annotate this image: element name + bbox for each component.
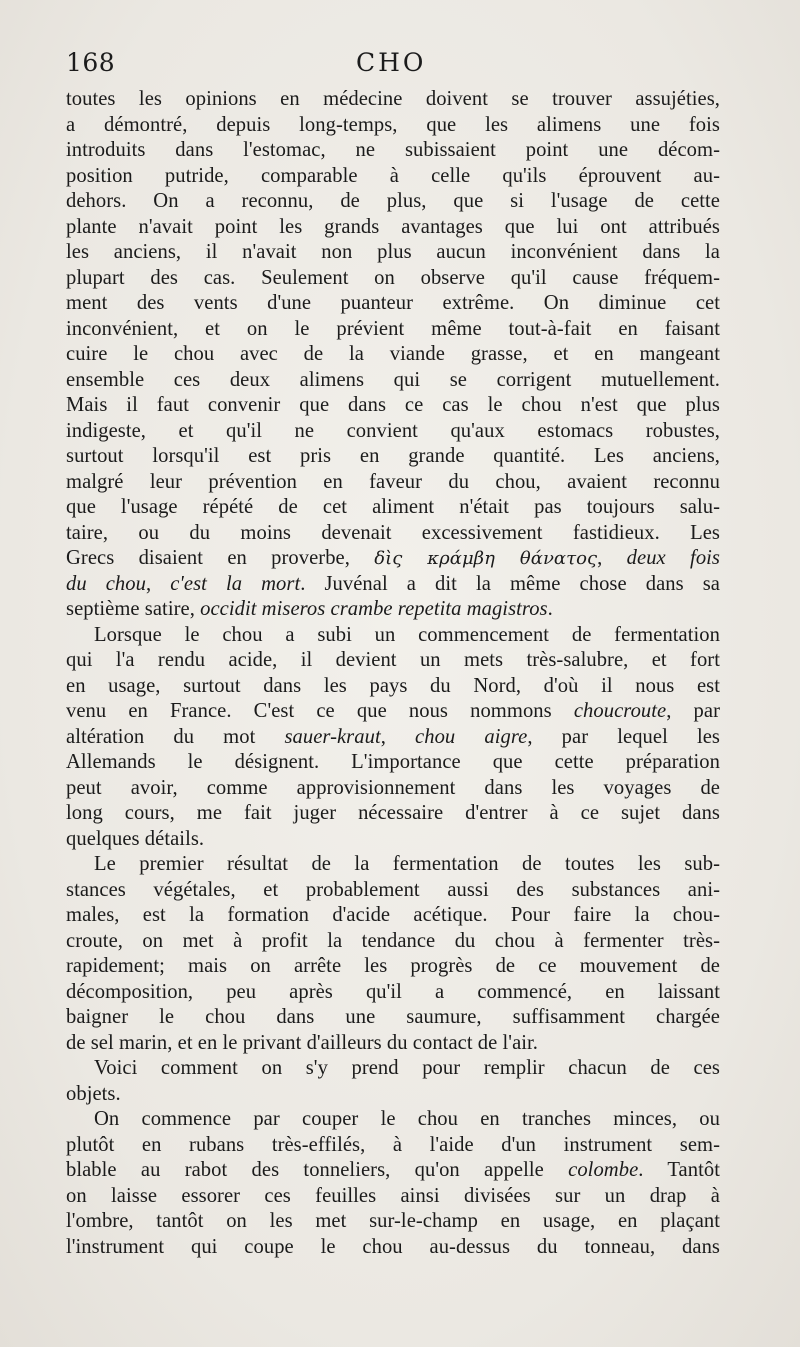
text-line: taire, ou du moins devenait excessivement fastidieux. Les <box>66 521 720 544</box>
text-line: Voici comment on s'y prend pour remplir chacun de ces <box>94 1057 720 1079</box>
text-line: indigeste, et qu'il ne convient qu'aux estomacs robustes, <box>66 419 720 442</box>
text-line: toutes les opinions en médecine doivent se trouver assujéties, <box>66 88 720 110</box>
text-line: dehors. On a reconnu, de plus, que si l'usage de cette <box>66 190 720 212</box>
text-line: croute, on met à profit la tendance du chou à fermenter très- <box>66 929 720 952</box>
running-head: CHO <box>356 48 427 77</box>
text-line: Mais il faut convenir que dans ce cas le chou n'est que plus <box>66 394 720 416</box>
text-line: stances végétales, et probablement aussi des substances ani- <box>66 878 720 901</box>
proverb-translation: deux fois <box>626 547 720 569</box>
text-line: introduits dans l'estomac, ne subissaient point une décom- <box>66 139 720 161</box>
text-line: plante n'avait point les grands avantages que lui ont attribués <box>66 215 720 238</box>
text-line: surtout lorsqu'il est pris en grande quantité. Les anciens, <box>66 445 720 467</box>
text-line: décomposition, peu après qu'il a commencé, en laissant <box>66 980 720 1003</box>
text-line: on laisse essorer ces feuilles ainsi divisées sur un drap à <box>66 1184 720 1207</box>
text-line: blable au rabot des tonneliers, qu'on appelle colombe. Tantôt <box>66 1159 720 1181</box>
text-line: objets. <box>66 1082 121 1105</box>
text-line: ment des vents d'une puanteur extrême. On diminue cet <box>66 292 720 314</box>
text-line: On commence par couper le chou en tranches minces, ou <box>94 1108 720 1130</box>
text-line: baigner le chou dans une saumure, suffisamment chargée <box>66 1006 720 1028</box>
page-number: 168 <box>66 48 116 77</box>
text-line: Lorsque le chou a subi un commencement de fermentation <box>94 623 720 646</box>
text-line: les anciens, il n'avait non plus aucun inconvénient dans la <box>66 241 720 263</box>
text-line: l'ombre, tantôt on les met sur-le-champ en usage, en plaçant <box>66 1210 720 1232</box>
latin-quotation: occidit miseros crambe repetita magistros <box>200 598 548 620</box>
text-line: position putride, comparable à celle qu'ils éprouvent au- <box>66 164 720 187</box>
greek-proverb: δὶς κράμβη θάνατος <box>374 548 598 569</box>
text-line: altération du mot sauer-kraut, chou aigre, par lequel les <box>66 725 720 748</box>
text-line: a démontré, depuis long-temps, que les alimens une fois <box>66 113 720 136</box>
page-header <box>66 48 726 84</box>
text-line: en usage, surtout dans les pays du Nord, d'où il nous est <box>66 674 720 697</box>
text-line: de sel marin, et en le privant d'ailleurs du contact de l'air. <box>66 1031 538 1054</box>
text-line: plutôt en rubans très-effilés, à l'aide d'un instrument sem- <box>66 1133 720 1156</box>
text-line: l'instrument qui coupe le chou au-dessus du tonneau, dans <box>66 1235 720 1258</box>
text-line: venu en France. C'est ce que nous nommons choucroute, par <box>66 700 720 722</box>
text-line: inconvénient, et on le prévient même tout-à-fait en faisant <box>66 317 720 340</box>
text-line: ensemble ces deux alimens qui se corrigent mutuellement. <box>66 368 720 391</box>
body-text <box>66 87 720 1260</box>
text-line: que l'usage répété de cet aliment n'était pas toujours salu- <box>66 496 720 518</box>
text-line: qui l'a rendu acide, il devient un mets très-salubre, et fort <box>66 649 720 671</box>
text-line: long cours, me fait juger nécessaire d'entrer à ce sujet dans <box>66 802 720 824</box>
text-line: du chou, c'est la mort. Juvénal a dit la même chose dans sa <box>66 572 720 595</box>
text-line: Allemands le désignent. L'importance que cette préparation <box>66 751 720 773</box>
text-line: septième satire, occidit miseros crambe repetita magistros. <box>66 598 553 620</box>
text-line: Le premier résultat de la fermentation de toutes les sub- <box>94 853 720 875</box>
text-line: plupart des cas. Seulement on observe qu'il cause fréquem- <box>66 266 720 289</box>
text-line: males, est la formation d'acide acétique. Pour faire la chou- <box>66 904 720 926</box>
text-line: cuire le chou avec de la viande grasse, et en mangeant <box>66 343 720 365</box>
text-line: peut avoir, comme approvisionnement dans les voyages de <box>66 776 720 799</box>
text-line: malgré leur prévention en faveur du chou, avaient reconnu <box>66 470 720 493</box>
text-line: quelques détails. <box>66 827 205 850</box>
text-line: Grecs disaient en proverbe, δὶς κράμβη θάνατος, deux fois <box>66 547 720 569</box>
text-line: rapidement; mais on arrête les progrès de ce mouvement de <box>66 955 720 977</box>
